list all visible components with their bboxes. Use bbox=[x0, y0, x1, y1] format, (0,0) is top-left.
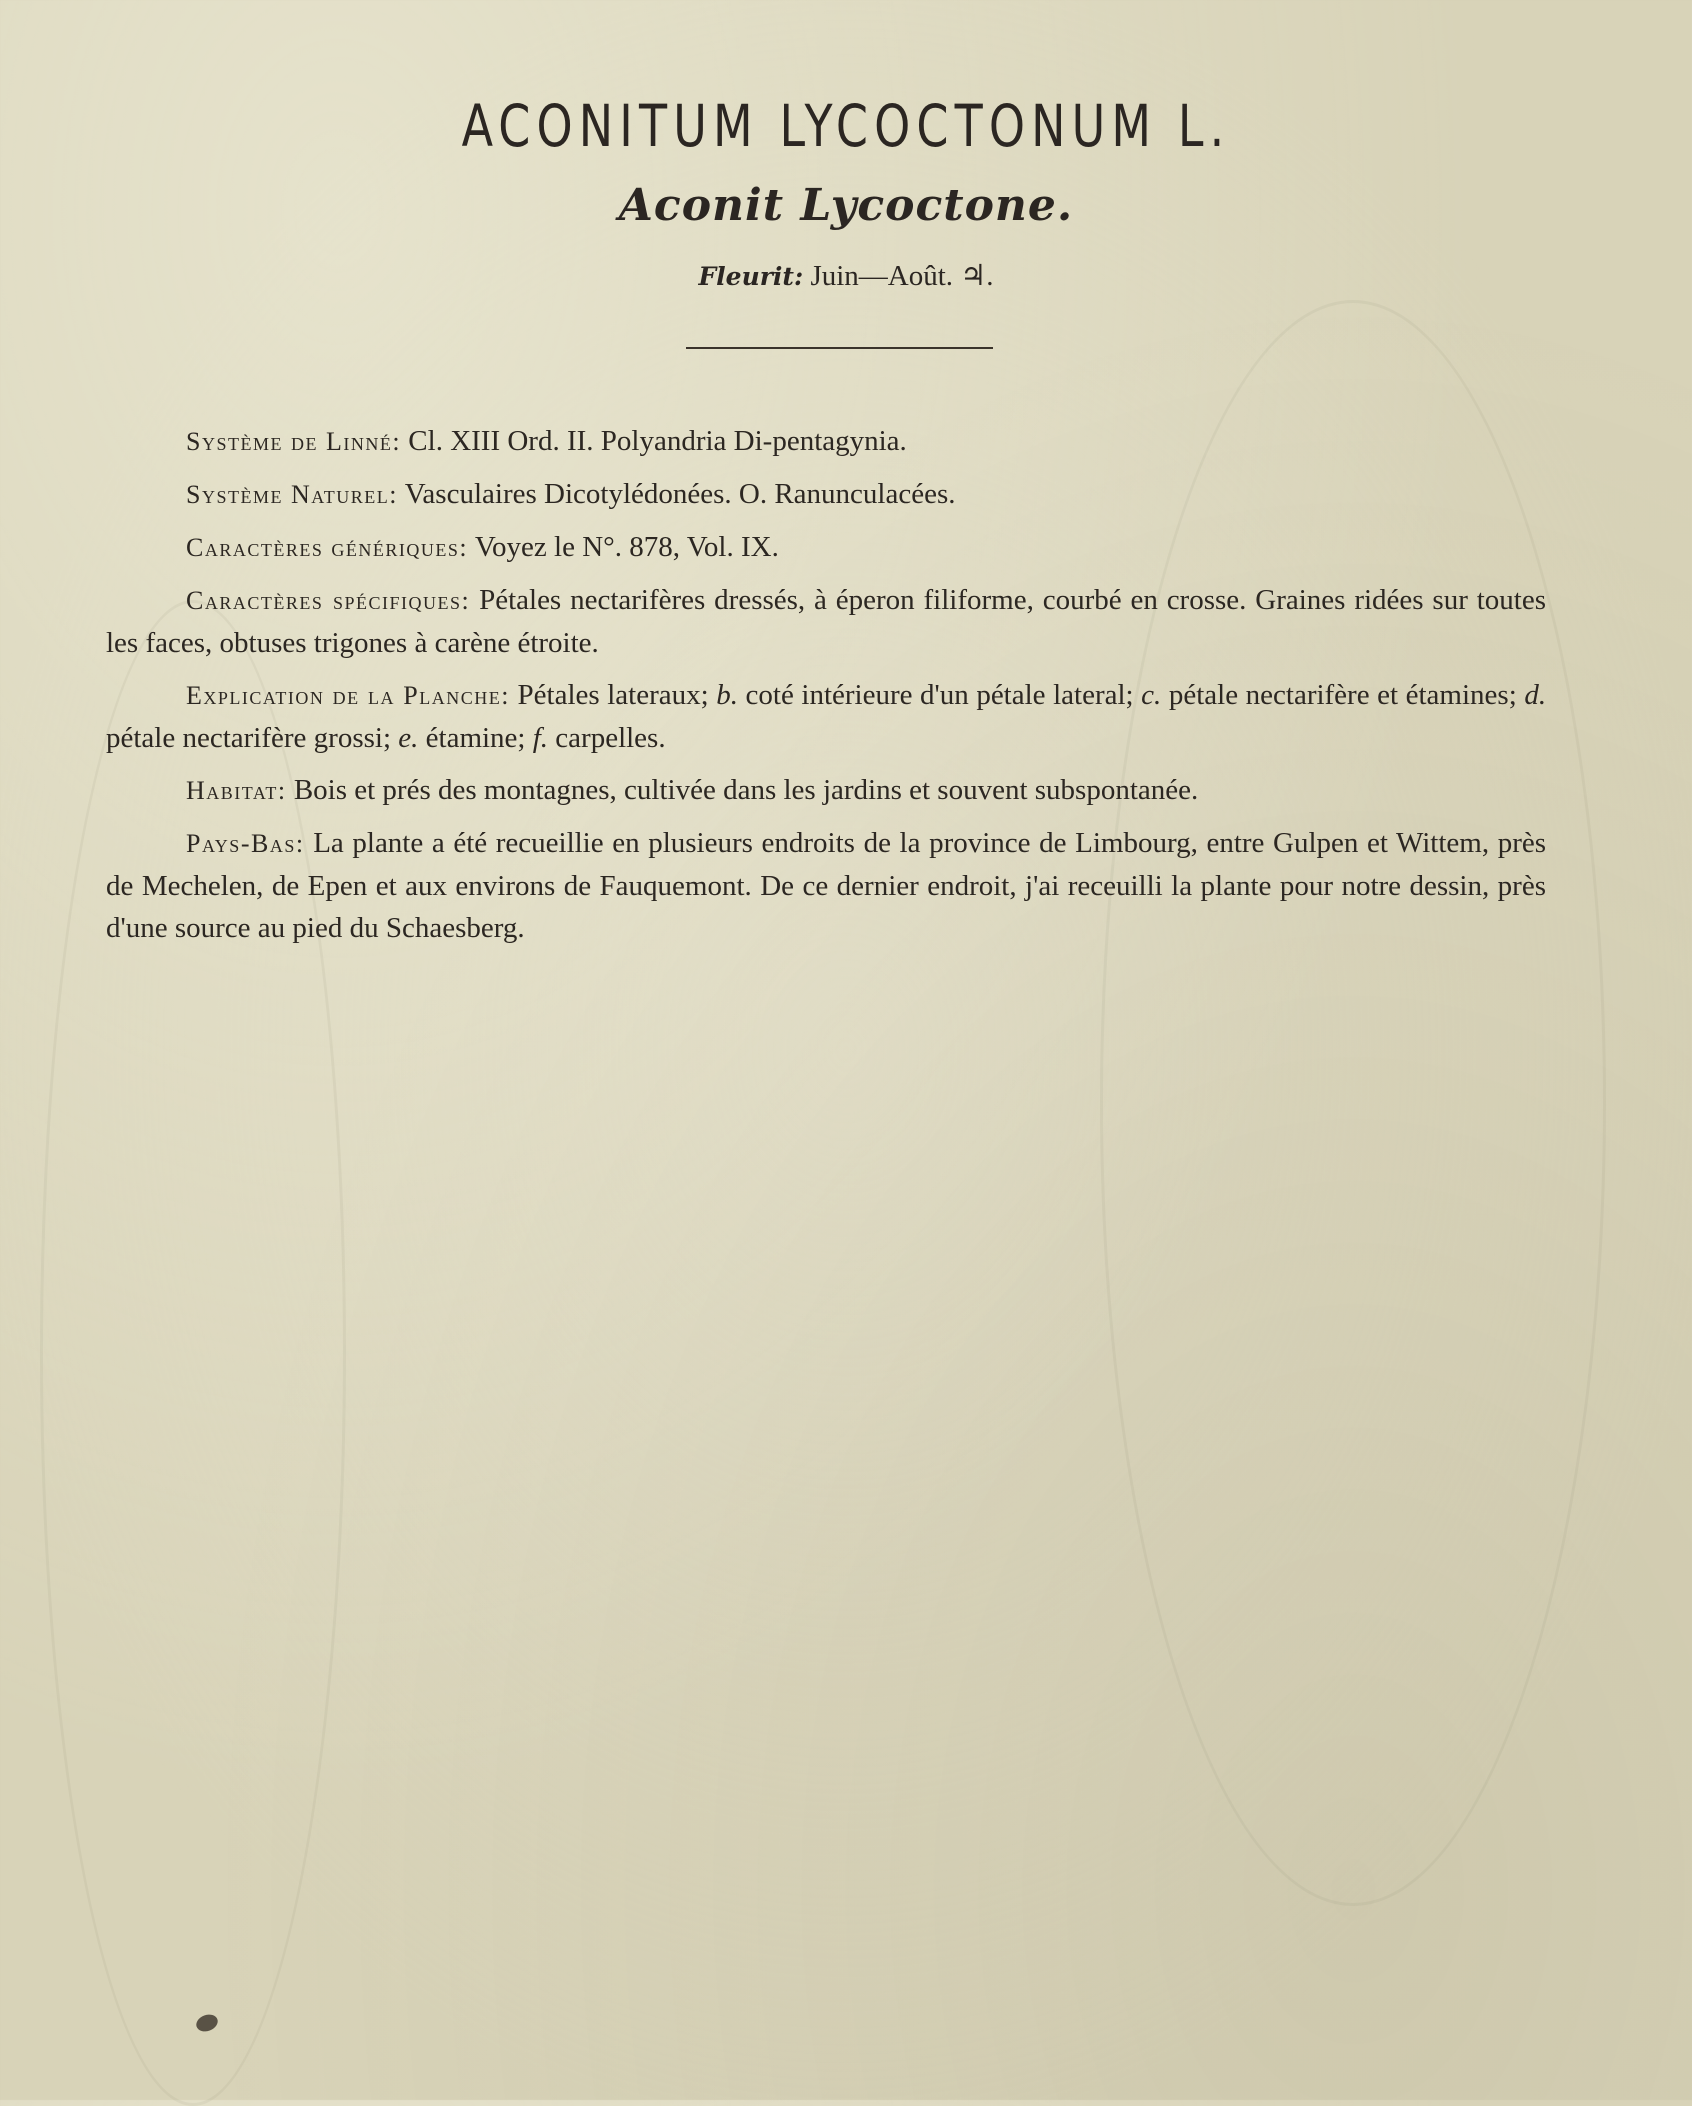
entry-pays-bas bbox=[106, 822, 1546, 949]
entry-text: Vasculaires Dicotylédonées. O. Ranunculacées. bbox=[404, 478, 956, 510]
figure-letter: d. bbox=[1524, 679, 1547, 711]
entry-text: La plante a été recueillie en plusieurs endroits de la province de Limbourg, entre Gulpen et Wittem, près de Mechelen, de Epen et aux environs de Fauquemont. De ce dernier endroit, j'ai receuilli la plante pour notre dessin, près d'une source au pied du Schaesberg. bbox=[106, 827, 1547, 944]
entry-text-part: coté intérieure d'un pétale lateral; bbox=[745, 679, 1134, 711]
entry-text: Voyez le N°. 878, Vol. IX. bbox=[474, 531, 779, 563]
description-body bbox=[106, 420, 1547, 959]
figure-letter: b. bbox=[716, 679, 738, 711]
entry-text: Pétales nectarifères dressés, à éperon filiforme, courbé en crosse. Graines ridées sur toutes les faces, obtuses trigones à carène étroite. bbox=[106, 584, 1546, 659]
entry-label: Explication de la Planche: bbox=[186, 681, 510, 710]
entry-label: Système de Linné: bbox=[186, 427, 402, 456]
entry-label: Pays-Bas: bbox=[186, 829, 305, 858]
entry-text-part: carpelles. bbox=[555, 722, 666, 754]
entry-text: Cl. XIII Ord. II. Polyandria Di-pentagynia. bbox=[408, 425, 907, 457]
entry-linne bbox=[146, 420, 1546, 463]
entry-specifiques bbox=[106, 579, 1546, 664]
common-name: Aconit Lycoctone. bbox=[618, 180, 1074, 231]
figure-letter: f. bbox=[532, 722, 549, 754]
figure-letter: c. bbox=[1141, 679, 1162, 711]
page-title: ACONITUM LYCOCTONUM L. bbox=[461, 92, 1231, 160]
entry-text-part: pétale nectarifère grossi; bbox=[106, 722, 392, 754]
entry-generiques bbox=[146, 526, 1546, 569]
entry-text-part: étamine; bbox=[425, 722, 526, 754]
flowering-label: Fleurit: bbox=[698, 262, 804, 291]
flowering-value: Juin—Août. ♃. bbox=[810, 260, 994, 292]
entry-label: Habitat: bbox=[186, 776, 287, 805]
title-divider bbox=[686, 347, 993, 349]
entry-text-part: Pétales lateraux; bbox=[517, 679, 709, 711]
entry-habitat bbox=[146, 769, 1546, 812]
entry-text: Bois et prés des montagnes, cultivée dans les jardins et souvent subspontanée. bbox=[293, 774, 1199, 806]
flowering-period bbox=[0, 258, 1692, 293]
entry-planche bbox=[106, 674, 1546, 759]
entry-text-part: pétale nectarifère et étamines; bbox=[1168, 679, 1517, 711]
entry-label: Caractères spécifiques: bbox=[186, 586, 471, 615]
entry-label: Système Naturel: bbox=[186, 480, 398, 509]
entry-naturel bbox=[146, 473, 1546, 516]
entry-label: Caractères génériques: bbox=[186, 533, 469, 562]
figure-letter: e. bbox=[398, 722, 419, 754]
